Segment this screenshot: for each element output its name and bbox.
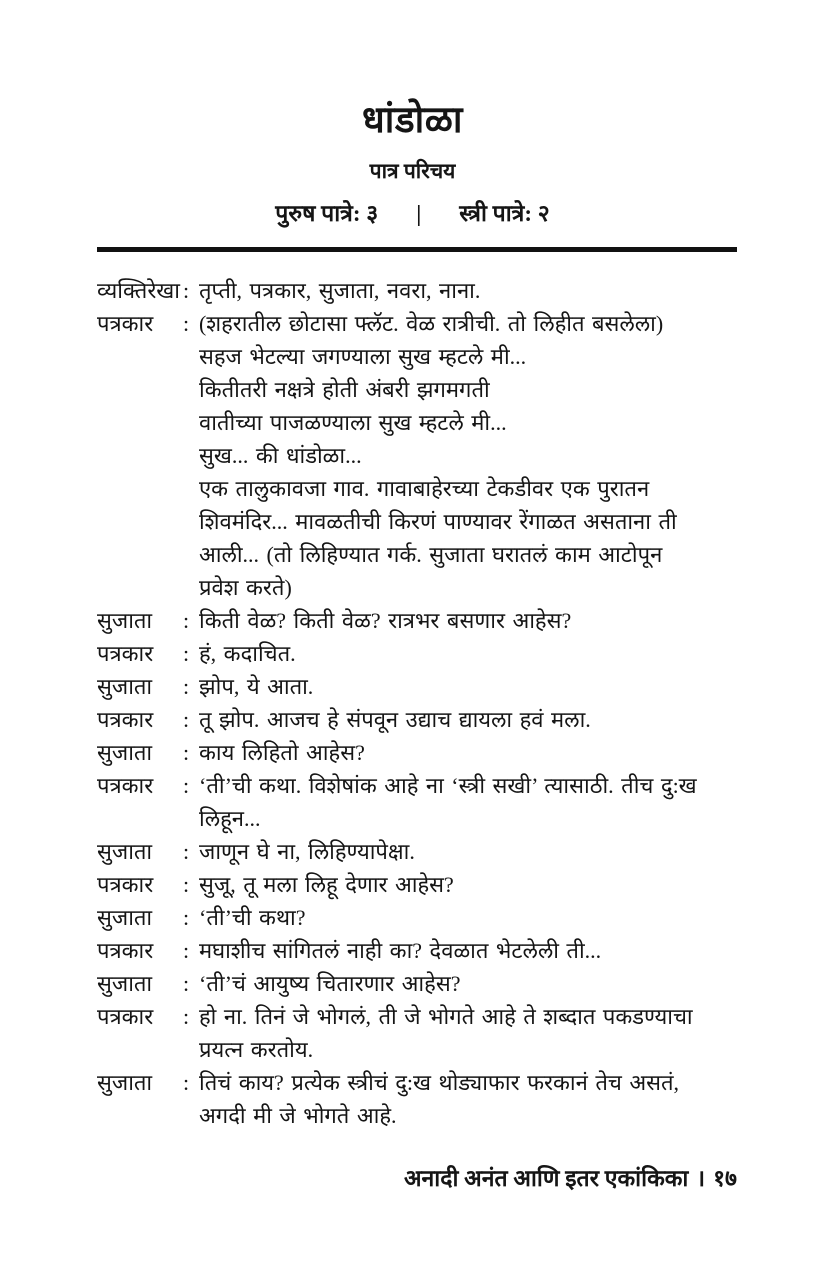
colon-separator: : [183, 608, 190, 633]
dialogue-text [199, 274, 737, 307]
speaker-name: सुजाता [97, 971, 153, 996]
dialogue-line: किती वेळ? किती वेळ? रात्रभर बसणार आहेस? [199, 608, 572, 633]
header-rule [97, 247, 737, 252]
dialogue-line: तू झोप. आजच हे संपवून उद्याच द्यायला हवं मला. [199, 707, 591, 732]
dialogue-line: वातीच्या पाजळण्याला सुख म्हटले मी... [199, 410, 507, 435]
speaker-name: व्यक्तिरेखा [97, 278, 181, 303]
dialogue-entry [97, 736, 737, 769]
dialogue-line: तिचं काय? प्रत्येक स्त्रीचं दु:ख थोड्याफार फरकानं तेच असतं, [199, 1070, 680, 1095]
dialogue-line: ‘ती’ची कथा. विशेषांक आहे ना ‘स्त्री सखी’ त्यासाठी. तीच दु:ख [199, 773, 697, 798]
dialogue-text [199, 835, 737, 868]
colon-separator: : [183, 938, 190, 963]
cast-counts-separator: | [416, 201, 422, 226]
speaker-name: पत्रकार [97, 938, 154, 963]
dialogue-line: (शहरातील छोटासा फ्लॅट. वेळ रात्रीची. तो लिहीत बसलेला) [199, 311, 664, 336]
dialogue-entry [97, 307, 737, 604]
speaker-name: पत्रकार [97, 773, 154, 798]
dialogue-entry [97, 769, 737, 835]
speaker-name: पत्रकार [97, 311, 154, 336]
colon-separator: : [183, 971, 190, 996]
speaker-name: पत्रकार [97, 872, 154, 897]
book-title: अनादी अनंत आणि इतर एकांकिका [403, 1166, 689, 1191]
dialogue-line: तृप्ती, पत्रकार, सुजाता, नवरा, नाना. [199, 278, 481, 303]
dialogue-entry [97, 274, 737, 307]
page-footer [404, 1163, 737, 1195]
dialogue-entry [97, 835, 737, 868]
dialogue-text [199, 868, 737, 901]
dialogue-line: लिहून... [199, 806, 261, 831]
dialogue-text [199, 670, 737, 703]
colon-separator: : [183, 311, 190, 336]
dialogue-line: हं, कदाचित. [199, 641, 296, 666]
dialogue-text [199, 1066, 737, 1132]
dialogue-line: सुख... की धांडोळा... [199, 443, 362, 468]
dialogue-line: कितीतरी नक्षत्रे होती अंबरी झगमगती [199, 377, 490, 402]
colon-separator: : [183, 1070, 190, 1095]
dialogue-entry [97, 934, 737, 967]
dialogue-line: ‘ती’ची कथा? [199, 905, 306, 930]
dialogue-line: सहज भेटल्या जगण्याला सुख म्हटले मी... [199, 344, 527, 369]
dialogue-entry [97, 703, 737, 736]
dialogue-line: सुजू, तू मला लिहू देणार आहेस? [199, 872, 454, 897]
dialogue-line: ‘ती’चं आयुष्य चितारणार आहेस? [199, 971, 461, 996]
cast-intro-heading: पात्र परिचय [369, 159, 456, 183]
play-title: धांडोळा [362, 100, 463, 141]
colon-separator: : [183, 872, 190, 897]
male-cast-count: पुरुष पात्रे: ३ [275, 201, 379, 226]
dialogue-entry [97, 1066, 737, 1132]
colon-separator: : [183, 641, 190, 666]
colon-separator: : [183, 278, 190, 303]
colon-separator: : [183, 674, 190, 699]
dialogue-entry [97, 967, 737, 1000]
speaker-name: सुजाता [97, 674, 153, 699]
dialogue-line: एक तालुकावजा गाव. गावाबाहेरच्या टेकडीवर एक पुरातन [199, 476, 650, 501]
dialogue-line: प्रयत्न करतोय. [199, 1037, 314, 1062]
dialogue-line: हो ना. तिनं जे भोगलं, ती जे भोगते आहे ते शब्दात पकडण्याचा [199, 1004, 693, 1029]
speaker-name: सुजाता [97, 839, 153, 864]
speaker-name: सुजाता [97, 608, 153, 633]
colon-separator: : [183, 707, 190, 732]
page-header [0, 0, 825, 252]
dialogue-line: झोप, ये आता. [199, 674, 314, 699]
dialogue-text [199, 901, 737, 934]
colon-separator: : [183, 1004, 190, 1029]
dialogue-line: मघाशीच सांगितलं नाही का? देवळात भेटलेली ती... [199, 938, 602, 963]
dialogue-line: प्रवेश करते) [199, 575, 292, 600]
dialogue-line: आली... (तो लिहिण्यात गर्क. सुजाता घरातलं काम आटोपून [199, 542, 663, 567]
dialogue-entry [97, 901, 737, 934]
script-body [0, 274, 825, 1132]
colon-separator: : [183, 839, 190, 864]
dialogue-line: काय लिहितो आहेस? [199, 740, 365, 765]
dialogue-line: जाणून घे ना, लिहिण्यापेक्षा. [199, 839, 415, 864]
speaker-name: सुजाता [97, 905, 153, 930]
cast-counts-line [0, 198, 825, 230]
dialogue-text [199, 736, 737, 769]
colon-separator: : [183, 905, 190, 930]
dialogue-entry [97, 868, 737, 901]
dialogue-entry [97, 637, 737, 670]
dialogue-text [199, 769, 737, 835]
dialogue-text [199, 637, 737, 670]
dialogue-line: अगदी मी जे भोगते आहे. [199, 1103, 397, 1128]
dialogue-text [199, 307, 737, 604]
dialogue-text [199, 1000, 737, 1066]
colon-separator: : [183, 740, 190, 765]
dialogue-entry [97, 1000, 737, 1066]
dialogue-text [199, 604, 737, 637]
colon-separator: : [183, 773, 190, 798]
speaker-name: सुजाता [97, 740, 153, 765]
female-cast-count: स्त्री पात्रे: २ [459, 201, 550, 226]
speaker-name: पत्रकार [97, 707, 154, 732]
speaker-name: पत्रकार [97, 1004, 154, 1029]
dialogue-entry [97, 604, 737, 637]
dialogue-text [199, 703, 737, 736]
speaker-name: पत्रकार [97, 641, 154, 666]
dialogue-text [199, 967, 737, 1000]
dialogue-text [199, 934, 737, 967]
speaker-name: सुजाता [97, 1070, 153, 1095]
dialogue-line: शिवमंदिर... मावळतीची किरणं पाण्यावर रेंगाळत असताना ती [199, 509, 677, 534]
dialogue-entry [97, 670, 737, 703]
page-number: १७ [713, 1166, 737, 1191]
footer-separator: । [696, 1166, 706, 1191]
